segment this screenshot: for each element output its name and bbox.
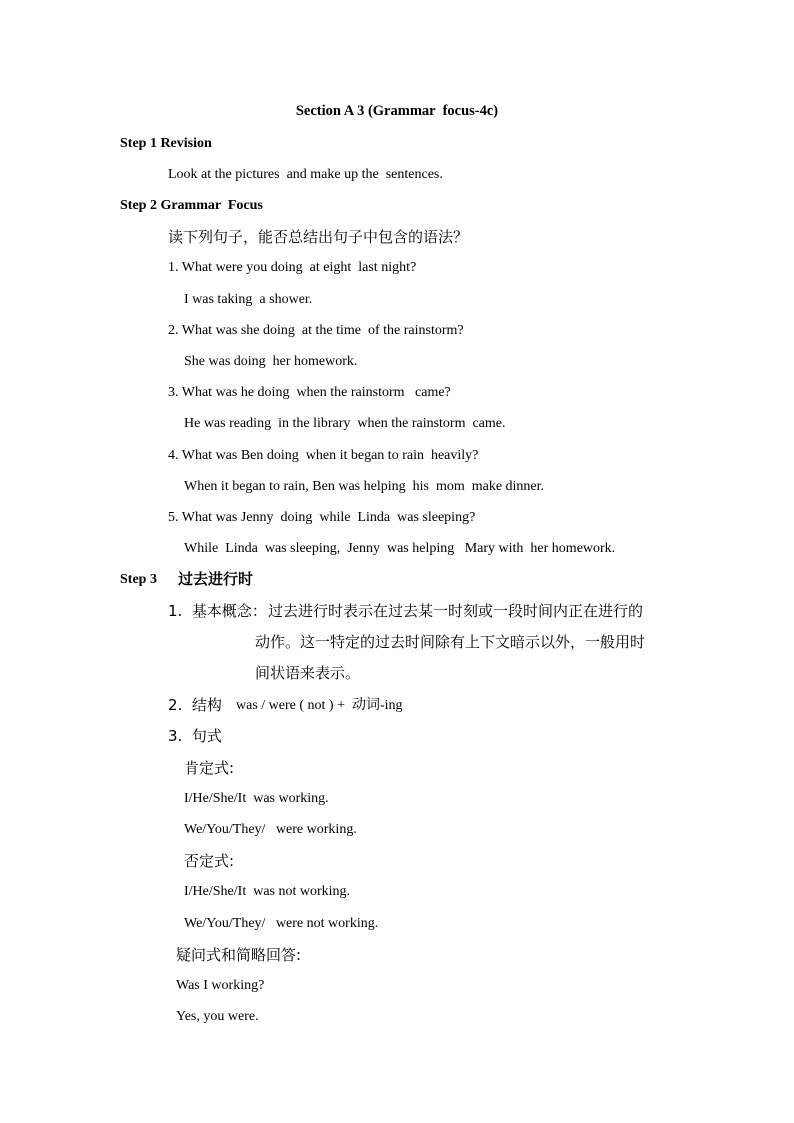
step2-heading: Step 2 Grammar Focus [120,198,263,213]
concept-label: 1. 基本概念： [168,602,267,620]
question-3: 3. What was he doing when the rainstorm came? [168,385,451,400]
question-4: 4. What was Ben doing when it began to rain heavily? [168,448,479,463]
concept-line-3: 间状语来表示。 [255,664,361,682]
concept-line-2: 动作。这一特定的过去时间除有上下文暗示以外，一般用时 [255,633,646,651]
structure-formula: was / were ( not ) + 动词-ing [236,698,403,713]
step3-heading-cn: 过去进行时 [178,570,254,588]
question-2: 2. What was she doing at the time of the rainstorm? [168,323,464,338]
step1-heading: Step 1 Revision [120,136,212,151]
affirmative-label: 肯定式: [184,759,235,777]
structure-label: 2. 结构 [168,696,222,714]
short-answer-example: Yes, you were. [176,1009,259,1024]
affirmative-line-2: We/You/They/ were working. [184,822,357,837]
pattern-label: 3. 句式 [168,727,222,745]
negative-line-1: I/He/She/It was not working. [184,884,351,899]
question-form-example: Was I working? [176,978,265,993]
answer-1: I was taking a shower. [184,292,313,307]
section-title: Section A 3 (Grammar focus-4c) [295,103,499,119]
negative-line-2: We/You/They/ were not working. [184,916,379,931]
step1-text: Look at the pictures and make up the sentences. [168,167,443,182]
answer-5: While Linda was sleeping, Jenny was helping Mary with her homework. [184,541,616,556]
affirmative-line-1: I/He/She/It was working. [184,791,329,806]
answer-4: When it began to rain, Ben was helping his mom make dinner. [184,479,545,494]
question-form-label: 疑问式和简略回答: [176,946,302,964]
answer-3: He was reading in the library when the rainstorm came. [184,416,506,431]
concept-line-1: 过去进行时表示在过去某一时刻或一段时间内正在进行的 [268,602,644,620]
question-1: 1. What were you doing at eight last night? [168,260,417,275]
step3-heading: Step 3 [120,572,157,587]
question-5: 5. What was Jenny doing while Linda was sleeping? [168,510,476,525]
answer-2: She was doing her homework. [184,354,358,369]
negative-label: 否定式: [184,852,235,870]
step2-intro: 读下列句子，能否总结出句子中包含的语法？ [168,228,469,246]
